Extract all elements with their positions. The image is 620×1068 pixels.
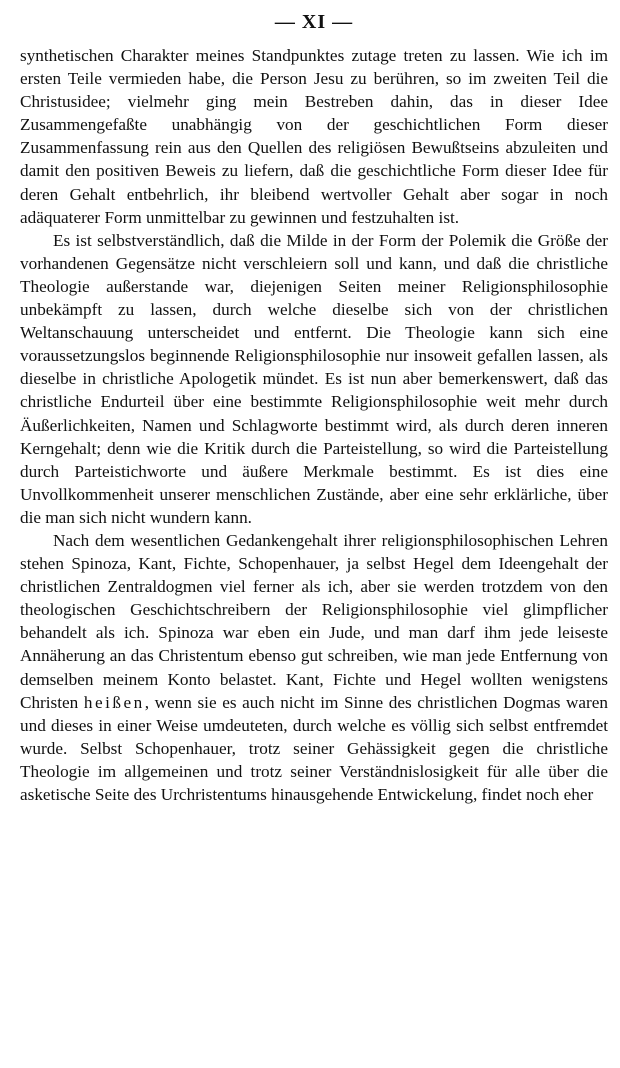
paragraph-text: Es ist selbstverständlich, daß die Milde in der Form der Polemik die Größe der vorhandenen Gegensätze nicht verschleiern soll und kann, und daß die christliche Theologie außerstande war, diejenigen Seiten meiner Religionsphilosophie unbekämpft zu lassen, durch welche dieselbe sich von der christlichen Weltanschauung unterscheidet und entfernt. Die Theologie kann sich eine voraussetzungslos beginnende Religionsphilosophie nur insoweit gefallen lassen, als dieselbe in christliche Apologetik mündet. Es ist nun aber bemerkenswert, daß das christliche Endurteil über eine bestimmte Religionsphilosophie weit mehr durch Äußerlichkeiten, Namen und Schlagworte bestimmt wird, als durch deren inneren Kerngehalt; denn wie die Kritik durch die Parteistellung, so wird die Parteistellung durch Parteistichworte und äußere Merkmale bestimmt. Es ist dies eine Unvollkommenheit unserer menschlichen Zustände, aber eine sehr erklärliche, über die man sich nicht wundern kann.: [20, 230, 608, 527]
page-number-header: — XI —: [274, 11, 354, 33]
paragraph-1: [20, 44, 608, 229]
paragraph-3: [20, 529, 608, 806]
paragraph-text: Nach dem wesentlichen Gedankengehalt ihrer religionsphilosophischen Lehren stehen Spinoza, Kant, Fichte, Schopenhauer, ja selbst Hegel dem Ideengehalt der christlichen Zentraldogmen viel ferner als ich, aber sie werden trotzdem von den theologischen Geschichtschreibern der Religionsphilosophie viel glimpflicher behandelt als ich. Spinoza war eben ein Jude, und man darf ihm jede leiseste Annäherung an das Christentum ebenso gut schreiben, wie man jede Entfernung von demselben meinem Konto belastet. Kant, Fichte und Hegel wollten wenigstens Christen: [20, 530, 608, 712]
paragraph-text: synthetischen Charakter meines Standpunktes zutage treten zu lassen. Wie ich im ersten Teile vermieden habe, die Person Jesu zu berühren, so im zweiten Teil die Christusidee; vielmehr ging mein Bestreben dahin, das in dieser Idee Zusammengefaßte unabhängig von der geschichtlichen Form dieser Zusammenfassung rein aus den Quellen des religiösen Bewußtseins abzuleiten und damit den positiven Beweis zu liefern, daß die geschichtliche Form dieser Idee für deren Gehalt entbehrlich, ihr bleibend wertvoller Gehalt aber sogar in noch adäquaterer Form unmittelbar zu gewinnen und festzuhalten ist.: [20, 46, 608, 227]
paragraph-text: , wenn sie es auch nicht im Sinne des christlichen Dogmas waren und dieses in einer Weise umdeuteten, durch welche es völlig sich selbst entfremdet wurde. Selbst Schopenhauer, trotz seiner Gehässigkeit gegen die christliche Theologie im allgemeinen und trotz seiner Verständnislosigkeit für alle über die asketische Seite des Urchristentums hinausgehende Entwickelung, findet noch eher: [20, 692, 608, 804]
body-text: [20, 44, 608, 806]
emphasized-word: heißen: [83, 692, 145, 712]
paragraph-2: [20, 229, 608, 529]
